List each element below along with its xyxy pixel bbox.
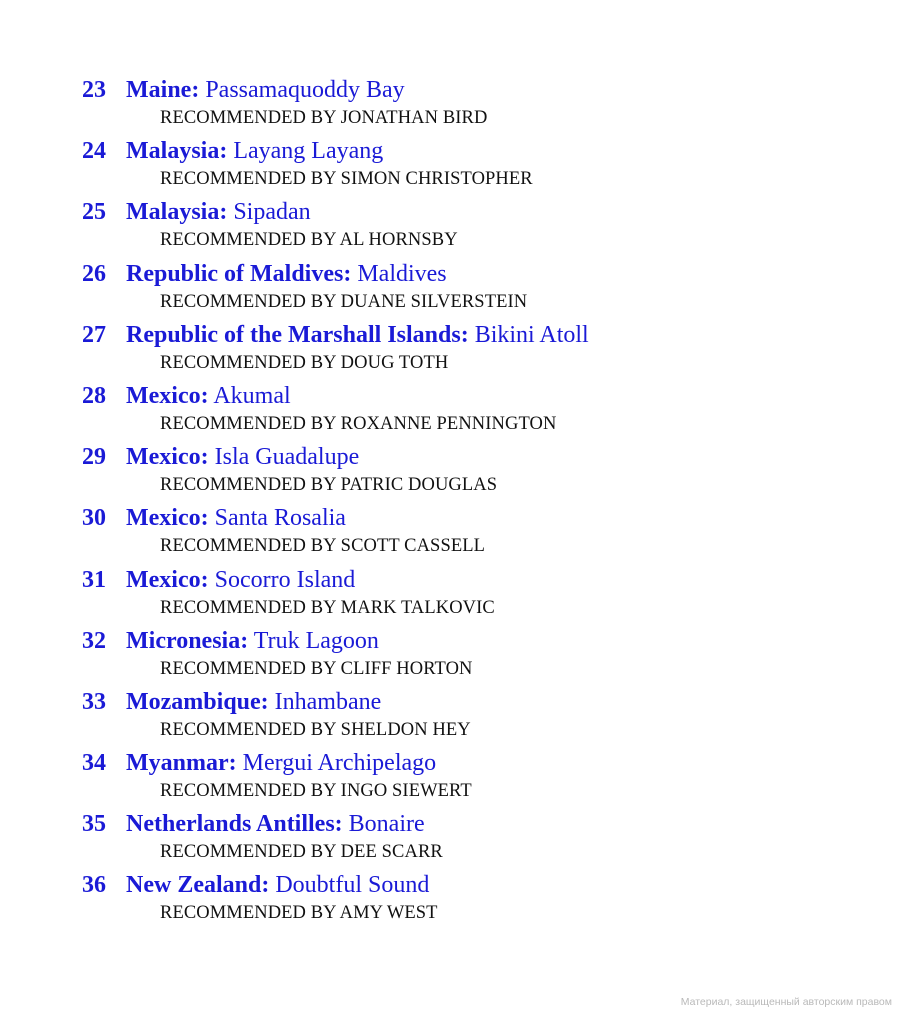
entry-recommendation: RECOMMENDED BY JONATHAN BIRD (160, 108, 488, 128)
entry-site: Akumal (213, 382, 291, 409)
entry-region: Micronesia: (126, 627, 249, 654)
entry-region: Maine: (126, 77, 200, 103)
entry-recommendation: RECOMMENDED BY AL HORNSBY (160, 230, 458, 251)
entry-number: 25 (82, 199, 106, 226)
entry-site: Isla Guadalupe (214, 444, 360, 471)
entry-recommendation: RECOMMENDED BY MARK TALKOVIC (160, 597, 495, 618)
entry-number: 24 (82, 138, 106, 165)
entry-recommendation: RECOMMENDED BY AMY WEST (160, 903, 438, 924)
entry-number: 26 (82, 260, 106, 287)
copyright-watermark: Материал, защищенный авторским правом (680, 996, 892, 1008)
entry-recommendation: RECOMMENDED BY DEE SCARR (160, 842, 443, 863)
entry-title (82, 748, 436, 778)
entry-site: Layang Layang (233, 138, 384, 165)
entry-region: New Zealand: (126, 872, 270, 899)
entry-site: Sipadan (233, 199, 311, 226)
entry-title (82, 136, 383, 166)
entry-region: Mexico: (126, 382, 209, 409)
entry-title (82, 381, 291, 411)
entry-title (82, 442, 359, 472)
entry-site: Mergui Archipelago (242, 750, 437, 777)
entry-title (82, 809, 425, 839)
entry-region: Mozambique: (126, 688, 269, 715)
entry-site: Santa Rosalia (214, 505, 346, 532)
entry-site: Bonaire (348, 811, 425, 838)
entry-region: Mexico: (126, 505, 209, 532)
entry-site: Socorro Island (214, 566, 356, 593)
entry-recommendation: RECOMMENDED BY DUANE SILVERSTEIN (160, 291, 528, 312)
entry-site: Passamaquoddy Bay (205, 77, 405, 103)
entry-region: Malaysia: (126, 199, 228, 226)
entry-number: 33 (82, 688, 106, 715)
entry-title (82, 870, 429, 900)
entry-recommendation: RECOMMENDED BY ROXANNE PENNINGTON (160, 413, 557, 434)
entry-recommendation: RECOMMENDED BY SIMON CHRISTOPHER (160, 169, 533, 190)
entry-number: 27 (82, 321, 106, 348)
entry-number: 31 (82, 566, 106, 593)
entry-title (82, 503, 346, 533)
entry-region: Mexico: (126, 444, 209, 471)
entry-number: 23 (82, 77, 106, 103)
entry-number: 34 (82, 750, 106, 777)
entry-number: 36 (82, 872, 106, 899)
entry-title (82, 320, 589, 350)
entry-recommendation: RECOMMENDED BY SCOTT CASSELL (160, 536, 486, 557)
entry-region: Netherlands Antilles: (126, 811, 343, 838)
entry-site: Truk Lagoon (253, 627, 379, 654)
entry-number: 30 (82, 505, 106, 532)
entry-region: Mexico: (126, 566, 209, 593)
entry-region: Malaysia: (126, 138, 228, 165)
entry-region: Republic of Maldives: (126, 260, 352, 287)
entry-site: Bikini Atoll (474, 321, 589, 348)
entry-recommendation: RECOMMENDED BY INGO SIEWERT (160, 781, 472, 802)
entry-title (82, 626, 379, 656)
entry-recommendation: RECOMMENDED BY PATRIC DOUGLAS (160, 475, 498, 496)
entry-title (82, 197, 311, 227)
entry-title (82, 259, 447, 289)
entry-site: Inhambane (274, 688, 382, 715)
entry-number: 32 (82, 627, 106, 654)
entry-recommendation: RECOMMENDED BY SHELDON HEY (160, 719, 471, 740)
entry-recommendation: RECOMMENDED BY DOUG TOTH (160, 352, 449, 373)
entry-site: Maldives (357, 260, 447, 287)
entry-title (82, 75, 405, 105)
entry-number: 29 (82, 444, 106, 471)
entry-region: Republic of the Marshall Islands: (126, 321, 469, 348)
entry-title (82, 687, 381, 717)
entry-recommendation: RECOMMENDED BY CLIFF HORTON (160, 658, 473, 679)
entry-region: Myanmar: (126, 750, 237, 777)
entry-number: 28 (82, 382, 106, 409)
entry-site: Doubtful Sound (275, 872, 430, 899)
entry-number: 35 (82, 811, 106, 838)
entry-title (82, 565, 355, 595)
